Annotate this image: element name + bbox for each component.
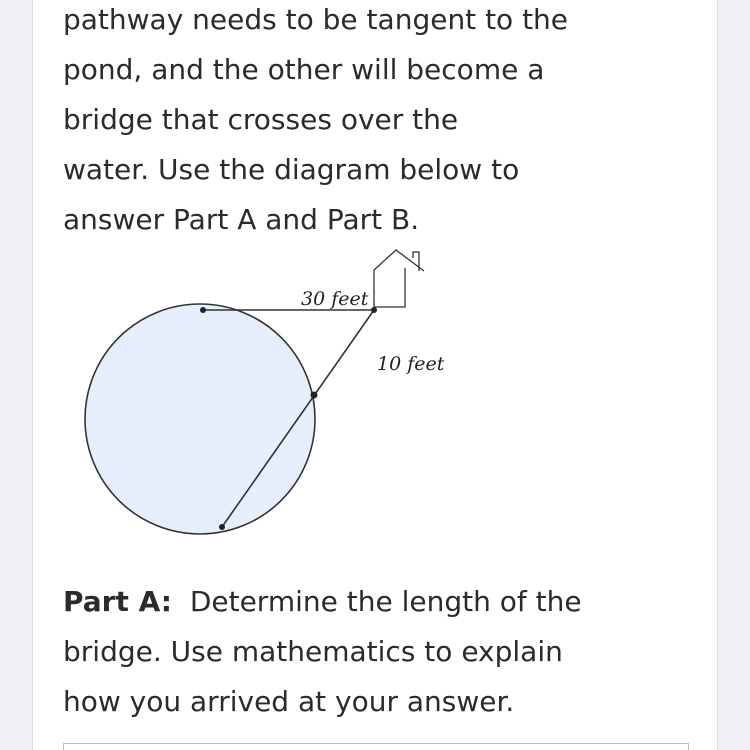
tangent-point — [200, 307, 206, 313]
part-a-line: how you arrived at your answer. — [63, 685, 515, 718]
bridge-start-point — [311, 392, 318, 399]
question-card — [32, 0, 718, 750]
intro-line: answer Part A and Part B. — [63, 203, 420, 236]
intro-line: bridge that crosses over the — [63, 103, 459, 136]
intro-line: water. Use the diagram below to — [63, 153, 520, 186]
tangent-length-label: 30 feet — [301, 288, 369, 310]
intro-line: pathway needs to be tangent to the — [63, 3, 569, 36]
pond-circle — [85, 304, 315, 534]
pond-pathway-diagram — [83, 243, 463, 543]
answer-input[interactable] — [63, 743, 689, 750]
part-a-heading: Part A: — [63, 585, 172, 618]
house-corner-point — [371, 307, 377, 313]
problem-intro-text — [63, 0, 568, 245]
secant-outside-length-label: 10 feet — [377, 353, 445, 375]
part-a-text — [63, 577, 582, 727]
part-a-line — [63, 577, 582, 627]
part-a-line: bridge. Use mathematics to explain — [63, 635, 563, 668]
bridge-end-point — [219, 524, 225, 530]
house-icon — [374, 250, 424, 307]
part-a-line1-text: Determine the length of the — [189, 585, 582, 618]
intro-line: pond, and the other will become a — [63, 53, 545, 86]
